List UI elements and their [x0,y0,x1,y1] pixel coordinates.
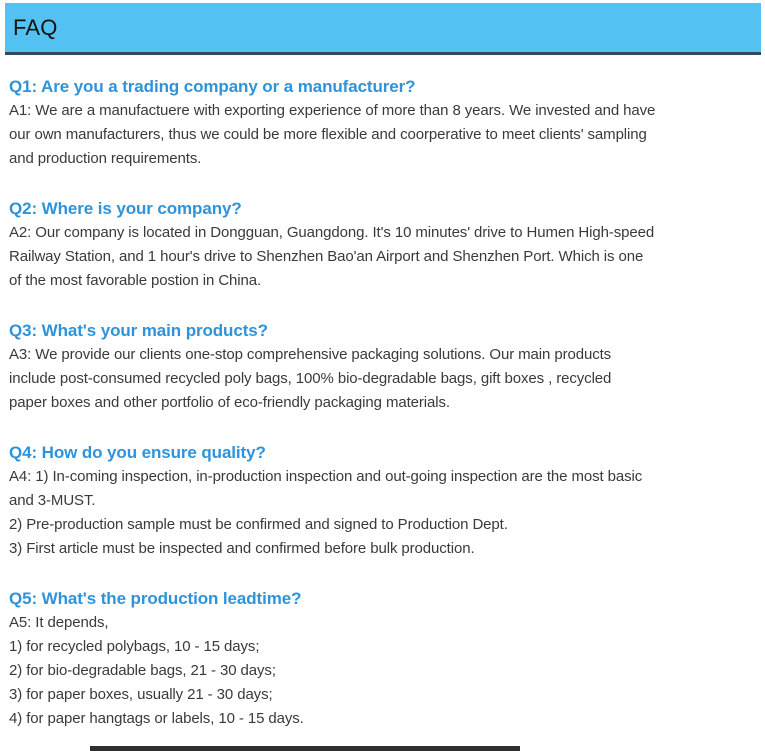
faq-question: Q2: Where is your company? [9,199,242,218]
faq-section [9,441,755,561]
faq-answer-line: 3) First article must be inspected and confirmed before bulk production. [9,540,475,557]
faq-answer-line: paper boxes and other portfolio of eco-friendly packaging materials. [9,394,450,411]
faq-answer-line: 3) for paper boxes, usually 21 - 30 days; [9,686,273,703]
page-title: FAQ [13,14,58,40]
faq-section [9,587,755,731]
faq-answer-line: Railway Station, and 1 hour's drive to Shenzhen Bao'an Airport and Shenzhen Port. Which is one [9,248,644,265]
faq-question: Q4: How do you ensure quality? [9,443,266,462]
faq-answer-line: A1: We are a manufactuere with exporting experience of more than 8 years. We invested and have [9,102,656,119]
faq-answer-line: and 3-MUST. [9,492,96,509]
faq-section [9,319,755,415]
faq-answer-line: and production requirements. [9,150,202,167]
faq-answer-line: of the most favorable postion in China. [9,272,262,289]
faq-answer [9,221,755,293]
faq-content [0,75,765,731]
faq-answer-line: include post-consumed recycled poly bags, 100% bio-degradable bags, gift boxes , recycled [9,370,612,387]
faq-answer-line: 4) for paper hangtags or labels, 10 - 15 days. [9,710,304,727]
faq-answer-line: our own manufacturers, thus we could be more flexible and coorperative to meet clients' sampling [9,126,647,143]
faq-question: Q5: What's the production leadtime? [9,589,302,608]
faq-answer [9,99,755,171]
faq-answer-line: A2: Our company is located in Dongguan, Guangdong. It's 10 minutes' drive to Humen High-speed [9,224,655,241]
faq-answer [9,465,755,561]
faq-header-bar [5,3,761,55]
faq-section [9,75,755,171]
faq-answer [9,611,755,731]
faq-answer-line: A5: It depends, [9,614,109,631]
faq-answer-line: 1) for recycled polybags, 10 - 15 days; [9,638,260,655]
faq-answer-line: 2) for bio-degradable bags, 21 - 30 days; [9,662,276,679]
faq-answer [9,343,755,415]
faq-question: Q3: What's your main products? [9,321,268,340]
faq-question: Q1: Are you a trading company or a manufacturer? [9,77,416,96]
faq-answer-line: A3: We provide our clients one-stop comprehensive packaging solutions. Our main products [9,346,612,363]
cutoff-bottom-element [90,746,520,751]
faq-section [9,197,755,293]
faq-answer-line: 2) Pre-production sample must be confirmed and signed to Production Dept. [9,516,508,533]
faq-answer-line: A4: 1) In-coming inspection, in-production inspection and out-going inspection are the most basic [9,468,643,485]
